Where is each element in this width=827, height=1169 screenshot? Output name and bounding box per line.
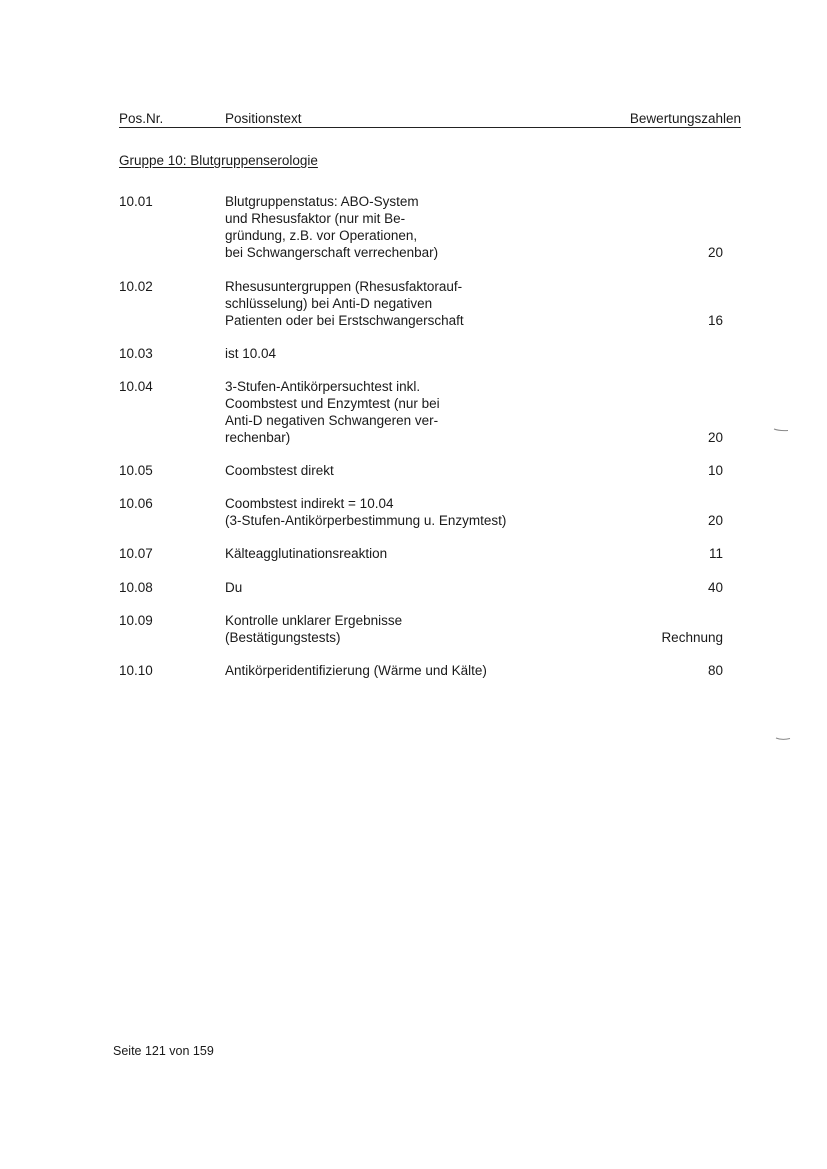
scan-speck-mark <box>775 737 791 741</box>
table-row <box>119 193 723 261</box>
position-number: 10.06 <box>119 496 153 511</box>
score-value: 16 <box>707 313 723 328</box>
position-text <box>225 193 565 261</box>
position-number: 10.02 <box>119 279 153 294</box>
position-number: 10.03 <box>119 346 153 361</box>
table-row <box>119 345 723 362</box>
table-row <box>119 495 723 529</box>
scan-speck-mark <box>773 428 789 432</box>
table-header <box>119 110 741 128</box>
position-text-line: bei Schwangerschaft verrechenbar) <box>225 245 439 260</box>
position-text <box>225 545 565 562</box>
position-number: 10.07 <box>119 546 153 561</box>
score-value: 80 <box>707 663 723 678</box>
score-value: 20 <box>707 513 723 528</box>
position-text <box>225 612 565 646</box>
position-text <box>225 579 565 596</box>
header-bewertungszahlen: Bewertungszahlen <box>629 111 741 126</box>
position-text-line: Antikörperidentifizierung (Wärme und Kälte) <box>225 663 487 678</box>
position-text-line: (3-Stufen-Antikörperbestimmung u. Enzymtest) <box>225 513 507 528</box>
position-text <box>225 462 565 479</box>
position-text-line: schlüsselung) bei Anti-D negativen <box>225 296 433 311</box>
position-text-line: und Rhesusfaktor (nur mit Be- <box>225 211 406 226</box>
position-text-line: Coombstest indirekt = 10.04 <box>225 496 394 511</box>
position-text <box>225 378 565 446</box>
position-text-line: Kälteagglutinationsreaktion <box>225 546 388 561</box>
position-text-line: gründung, z.B. vor Operationen, <box>225 228 418 243</box>
group-title: Gruppe 10: Blutgruppenserologie <box>119 153 318 168</box>
position-text-line: Coombstest und Enzymtest (nur bei <box>225 396 440 411</box>
score-value: 20 <box>707 245 723 260</box>
position-number: 10.04 <box>119 379 153 394</box>
position-text <box>225 495 565 529</box>
table-row <box>119 579 723 596</box>
position-text <box>225 662 565 679</box>
position-text-line: rechenbar) <box>225 430 291 445</box>
page-footer: Seite 121 von 159 <box>113 1044 214 1058</box>
position-text-line: ist 10.04 <box>225 346 277 361</box>
position-number: 10.05 <box>119 463 153 478</box>
header-positionstext: Positionstext <box>225 111 302 126</box>
position-text-line: Blutgruppenstatus: ABO-System <box>225 194 419 209</box>
position-text <box>225 278 565 329</box>
position-number: 10.08 <box>119 580 153 595</box>
position-text-line: Coombstest direkt <box>225 463 334 478</box>
position-text-line: 3-Stufen-Antikörpersuchtest inkl. <box>225 379 421 394</box>
table-row <box>119 462 723 479</box>
table-row <box>119 278 723 329</box>
position-text-line: Patienten oder bei Erstschwangerschaft <box>225 313 464 328</box>
header-pos-nr: Pos.Nr. <box>119 111 164 126</box>
position-text-line: Anti-D negativen Schwangeren ver- <box>225 413 439 428</box>
score-value: 10 <box>707 463 723 478</box>
table-row <box>119 662 723 679</box>
score-value: 40 <box>707 580 723 595</box>
position-text-line: Kontrolle unklarer Ergebnisse <box>225 613 403 628</box>
position-text-line: Du <box>225 580 243 595</box>
position-text <box>225 345 565 362</box>
position-text-line: (Bestätigungstests) <box>225 630 341 645</box>
position-text-line: Rhesusuntergruppen (Rhesusfaktorauf- <box>225 279 463 294</box>
score-value: Rechnung <box>661 630 723 645</box>
position-number: 10.09 <box>119 613 153 628</box>
position-number: 10.01 <box>119 194 153 209</box>
score-value: 11 <box>708 546 723 561</box>
table-row <box>119 378 723 446</box>
position-number: 10.10 <box>119 663 153 678</box>
score-value: 20 <box>707 430 723 445</box>
table-row <box>119 612 723 646</box>
table-row <box>119 545 723 562</box>
